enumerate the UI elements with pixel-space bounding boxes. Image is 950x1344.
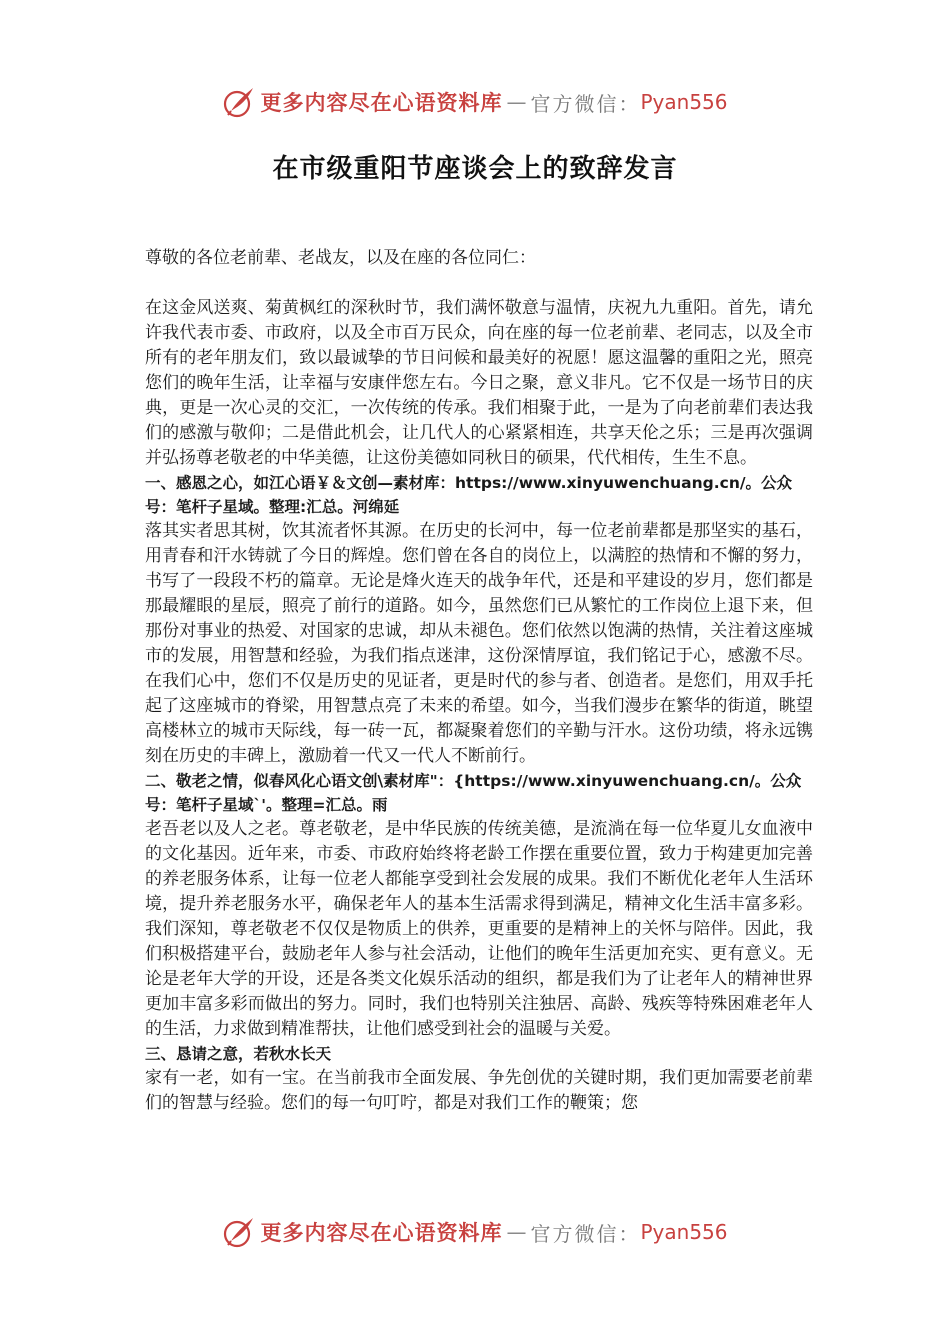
brand-separator: — bbox=[506, 1220, 527, 1244]
section-2-paragraph: 老吾老以及人之老。尊老敬老，是中华民族的传统美德，是流淌在每一位华夏儿女血液中的文化基因。近年来，市委、市政府始终将老龄工作摆在重要位置，致力于构建更加完善的养老服务体系，让每一位老人都能享受到社会发展的成果。我们不断优化老年人生活环境，提升养老服务水平，确保老年人的基本生活需求得到满足，精神文化生活丰富多彩。我们深知，尊老敬老不仅仅是物质上的供养，更重要的是精神上的关怀与陪伴。因此，我们积极搭建平台，鼓励老年人参与社会活动，让他们的晚年生活更加充实、更有意义。无论是老年大学的开设，还是各类文化娱乐活动的组织，都是我们为了让老年人的精神世界更加丰富多彩而做出的努力。同时，我们也特别关注独居、高龄、残疾等特殊困难老年人的生活，力求做到精准帮扶，让他们感受到社会的温暖与关爱。 bbox=[145, 819, 813, 1039]
header-watermark bbox=[0, 82, 950, 122]
brand-name: 更多内容尽在心语资料库 bbox=[260, 1220, 503, 1245]
section-3-heading: 三、恳请之意，若秋水长天 bbox=[145, 1045, 332, 1063]
brand-wechat-id: Pyan556 bbox=[640, 90, 728, 114]
section-1-heading: 一、感恩之心，如江心语￥＆文创—素材库：https://www.xinyuwenchuang.cn/。公众号：笔杆子星域。整理:汇总。河绵延 bbox=[145, 474, 793, 516]
brand-subtitle: 官方微信： bbox=[530, 91, 641, 116]
section-3-paragraph: 家有一老，如有一宝。在当前我市全面发展、争先创优的关键时期，我们更加需要老前辈们的智慧与经验。您们的每一句叮咛，都是对我们工作的鞭策；您 bbox=[145, 1068, 813, 1113]
brand-separator: — bbox=[506, 90, 527, 114]
brand-subtitle: 官方微信： bbox=[530, 1221, 641, 1246]
document-body bbox=[145, 246, 813, 1116]
brand-wechat-id: Pyan556 bbox=[640, 1220, 728, 1244]
document-title: 在市级重阳节座谈会上的致辞发言 bbox=[272, 154, 678, 184]
intro-paragraph: 在这金风送爽、菊黄枫红的深秋时节，我们满怀敬意与温情，庆祝九九重阳。首先，请允许我代表市委、市政府，以及全市百万民众，向在座的每一位老前辈、老同志，以及全市所有的老年朋友们，致以最诚挚的节日问候和最美好的祝愿！愿这温馨的重阳之光，照亮您们的晚年生活，让幸福与安康伴您左右。今日之聚，意义非凡。它不仅是一场节日的庆典，更是一次心灵的交汇，一次传统的传承。我们相聚于此，一是为了向老前辈们表达我们的感激与敬仰；二是借此机会，让几代人的心紧紧相连，共享天伦之乐；三是再次强调并弘扬尊老敬老的中华美德，让这份美德如同秋日的硕果，代代相传，生生不息。 bbox=[145, 298, 813, 468]
quill-logo-icon bbox=[222, 1215, 256, 1249]
salutation: 尊敬的各位老前辈、老战友，以及在座的各位同仁： bbox=[145, 248, 536, 268]
quill-logo-icon bbox=[222, 85, 256, 119]
footer-watermark bbox=[0, 1212, 950, 1252]
section-2-heading: 二、敬老之情，似春风化心语文创\素材库"：{https://www.xinyuwenchuang.cn/。公众号：笔杆子星域`'。整理=汇总。雨 bbox=[145, 772, 802, 814]
section-1-paragraph: 落其实者思其树，饮其流者怀其源。在历史的长河中，每一位老前辈都是那坚实的基石，用青春和汗水铸就了今日的辉煌。您们曾在各自的岗位上，以满腔的热情和不懈的努力，书写了一段段不朽的篇章。无论是烽火连天的战争年代，还是和平建设的岁月，您们都是那最耀眼的星辰，照亮了前行的道路。如今，虽然您们已从繁忙的工作岗位上退下来，但那份对事业的热爱、对国家的忠诚，却从未褪色。您们依然以饱满的热情，关注着这座城市的发展，用智慧和经验，为我们指点迷津，这份深情厚谊，我们铭记于心，感激不尽。在我们心中，您们不仅是历史的见证者，更是时代的参与者、创造者。是您们，用双手托起了这座城市的脊梁，用智慧点亮了未来的希望。如今，当我们漫步在繁华的街道，眺望高楼林立的城市天际线，每一砖一瓦，都凝聚着您们的辛勤与汗水。这份功绩，将永远镌刻在历史的丰碑上，激励着一代又一代人不断前行。 bbox=[145, 521, 813, 766]
brand-name: 更多内容尽在心语资料库 bbox=[260, 90, 503, 115]
